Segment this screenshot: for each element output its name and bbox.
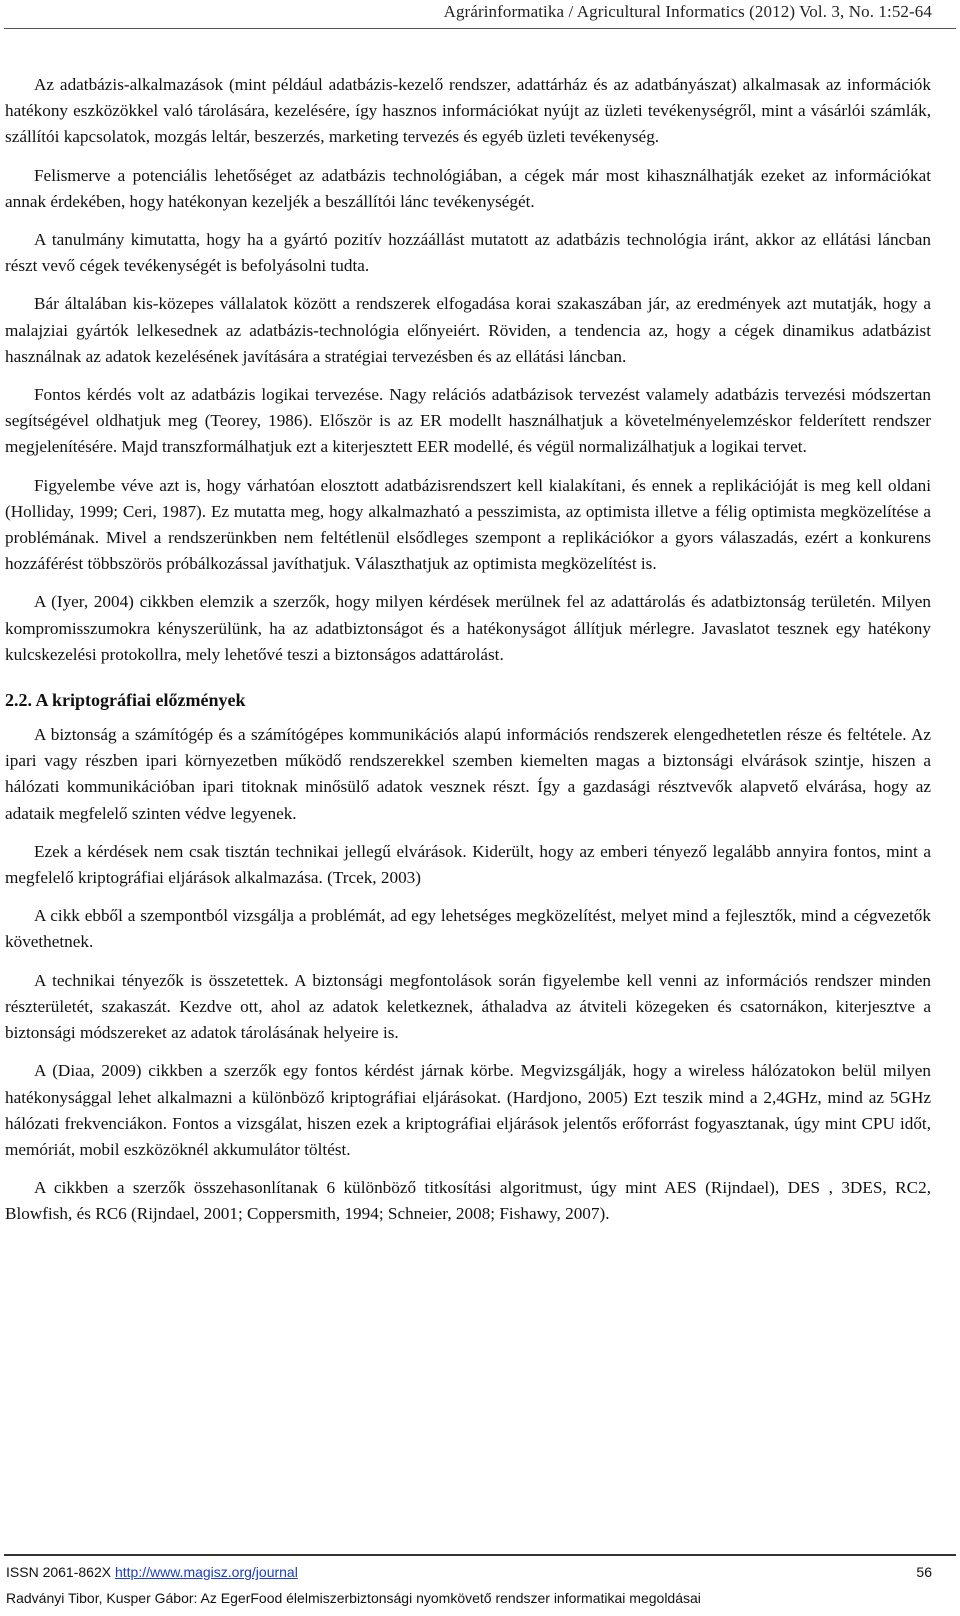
section-heading: 2.2. A kriptográfiai előzmények: [5, 690, 246, 711]
body-paragraph: Bár általában kis-közepes vállalatok között a rendszerek elfogadása korai szakaszában jár, az eredmények azt mutatják, hogy a malajziai gyártók lelkesednek az adatbázis-technológia előnyeiért. Röviden, a tendencia az, hogy a cégek dinamikus adatbázist használnak az adatok kezelésének javítására a stratégiai tervezésben és az ellátási láncban.: [5, 294, 931, 366]
body-paragraph: Figyelembe véve azt is, hogy várhatóan elosztott adatbázisrendszert kell kialakítani, és ennek a replikációját is meg kell oldani (Holliday, 1999; Ceri, 1987). Ez mutatta meg, hogy alkalmazható a pesszimista, az optimista illetve a félig optimista megközelítése a problémának. Mivel a rendszerünkben nem feltétlenül elsődleges szempont a replikációkor a gyors válaszadás, ezért a konkurens hozzáférést többszörös próbálkozással javíthatjuk. Választhatjuk az optimista megközelítést is.: [5, 475, 931, 574]
footer-divider: [4, 1554, 956, 1556]
section-paragraph: Ezek a kérdések nem csak tisztán technikai jellegű elvárások. Kiderült, hogy az emberi tényező legalább annyira fontos, mint a megfelelő kriptográfiai eljárások alkalmazása. (Trcek, 2003): [5, 841, 931, 888]
footer-citation: Radványi Tibor, Kusper Gábor: Az EgerFood élelmiszerbiztonsági nyomkövető rendszer informatikai megoldásai: [6, 1590, 701, 1606]
footer-issn-line: [6, 1564, 932, 1580]
page-number: 56: [916, 1564, 932, 1580]
section-paragraph: A (Diaa, 2009) cikkben a szerzők egy fontos kérdést járnak körbe. Megvizsgálják, hogy a wireless hálózatokon belül milyen hatékonysággal lehet alkalmazni a különböző kriptográfiai eljárásokat. (Hardjono, 2005) Ezt teszik mind a 2,4GHz, mind az 5GHz hálózati frekvenciákon. Fontos a vizsgálat, hiszen ezek a kriptográfiai eljárások jelentős erőforrást fogyasztanak, úgy mint CPU időt, memóriát, mobil eszközöknél akkumulátor töltést.: [5, 1061, 931, 1159]
running-header: Agrárinformatika / Agricultural Informatics (2012) Vol. 3, No. 1:52-64: [443, 2, 932, 21]
body-paragraph: Fontos kérdés volt az adatbázis logikai tervezése. Nagy relációs adatbázisok tervezést valamely adatbázis tervezési módszertan segítségével oldhatjuk meg (Teorey, 1986). Először is az ER modellt használhatjuk a követelményelemzéskor felderített rendszer megjelenítésére. Majd transzformálhatjuk ezt a kiterjesztett EER modellé, és végül normalizálhatjuk a logikai tervet.: [5, 385, 931, 457]
journal-link[interactable]: http://www.magisz.org/journal: [114, 1564, 298, 1580]
body-paragraph: Felismerve a potenciális lehetőséget az adatbázis technológiában, a cégek már most kihasználhatják ezeket az információkat annak érdekében, hogy hatékonyan kezeljék a beszállítói lánc tevékenységét.: [5, 165, 931, 211]
section-paragraph: A biztonság a számítógép és a számítógépes kommunikációs alapú információs rendszerek elengedhetetlen része és feltétele. Az ipari vagy részben ipari környezetben működő rendszerekkel szemben kiemelten magas a biztonsági elvárások szintje, hiszen a hálózati kommunikációban ipari titoknak minősülő adatok vesznek részt. Így a gazdasági résztvevők alapvető elvárása, hogy az adataik megfelelő szinten védve legyenek.: [5, 725, 931, 823]
section-paragraph: A cikkben a szerzők összehasonlítanak 6 különböző titkosítási algoritmust, úgy mint AES (Rijndael), DES , 3DES, RC2, Blowfish, és RC6 (Rijndael, 2001; Coppersmith, 1994; Schneier, 2008; Fishawy, 2007).: [5, 1178, 931, 1224]
issn-text: ISSN 2061-862X: [6, 1564, 112, 1580]
section-paragraph: A cikk ebből a szempontból vizsgálja a problémát, ad egy lehetséges megközelítést, melyet mind a fejlesztők, mind a cégvezetők követhetnek.: [5, 906, 931, 952]
body-paragraph: A tanulmány kimutatta, hogy ha a gyártó pozitív hozzáállást mutatott az adatbázis technológia iránt, akkor az ellátási láncban részt vevő cégek tevékenységét is befolyásolni tudta.: [5, 230, 931, 276]
page-body: [5, 72, 931, 1240]
section-paragraph: A technikai tényezők is összetettek. A biztonsági megfontolások során figyelembe kell venni az információs rendszer minden részterületét, szakaszát. Kezdve ott, ahol az adatok keletkeznek, áthaladva az átviteli közegeken és csatornákon, kiterjesztve a biztonsági módszereket az adatok tárolásának helyeire is.: [5, 970, 931, 1043]
header-divider: [4, 28, 956, 29]
body-paragraph: Az adatbázis-alkalmazások (mint például adatbázis-kezelő rendszer, adattárház és az adatbányászat) alkalmasak az információk hatékony eszközökkel való tárolására, kezelésére, így hasznos információkat nyújt az üzleti tevékenységről, mint a vásárlói számlák, szállítói kapcsolatok, mozgás leltár, beszerzés, marketing tervezés és egyéb üzleti tevékenység.: [5, 75, 931, 147]
body-paragraph: A (Iyer, 2004) cikkben elemzik a szerzők, hogy milyen kérdések merülnek fel az adattárolás és adatbiztonság területén. Milyen kompromisszumokra kényszerülünk, ha az adatbiztonságot és a hatékonyságot állítjuk mérlegre. Javaslatot tesznek egy hatékony kulcskezelési protokollra, mely lehetővé teszi a biztonságos adattárolást.: [5, 592, 931, 664]
